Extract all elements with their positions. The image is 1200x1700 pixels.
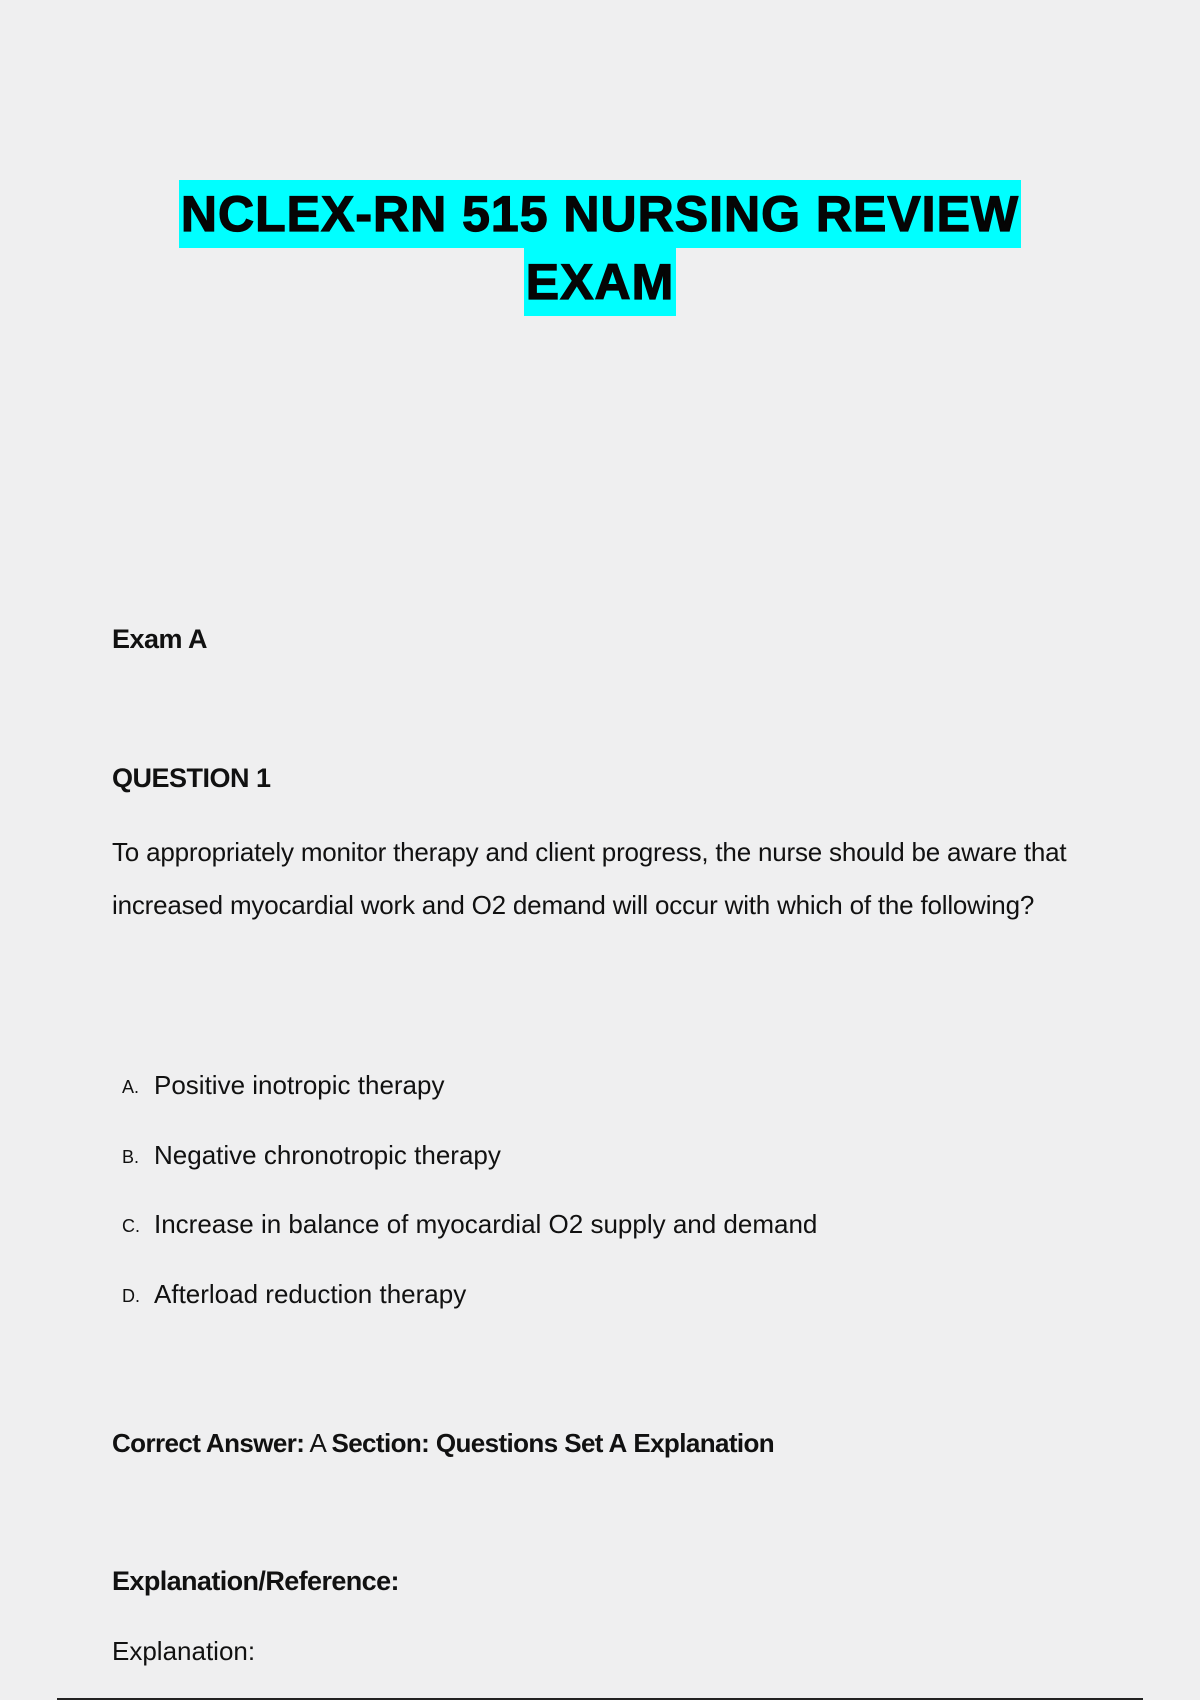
option-text: Positive inotropic therapy [154,1070,445,1100]
option-text: Increase in balance of myocardial O2 supply and demand [154,1209,818,1239]
question-label: QUESTION 1 [112,763,271,793]
option-c [122,1209,817,1279]
option-text: Negative chronotropic therapy [154,1139,501,1170]
option-d [122,1279,817,1349]
section-value: Questions Set A [435,1428,627,1458]
option-a [122,1070,817,1140]
section-label: Section: [331,1428,430,1458]
explanation-label: Explanation: [112,1636,256,1666]
title-line-2: EXAM [524,248,676,316]
option-letter: B. [122,1146,140,1167]
option-b [122,1140,817,1210]
explanation-reference-heading: Explanation/Reference: [112,1566,399,1596]
option-letter: D. [122,1285,140,1306]
correct-answer-value: A [309,1428,325,1458]
correct-answer-label: Correct Answer: [112,1428,305,1458]
exam-label: Exam A [112,624,208,654]
option-text: Afterload reduction therapy [154,1278,467,1309]
correct-answer-line [112,1428,774,1459]
document-title [0,180,1200,316]
option-letter: A. [122,1077,140,1097]
explanation-word: Explanation [633,1428,775,1458]
title-line-1: NCLEX-RN 515 NURSING REVIEW [179,180,1021,248]
question-text: To appropriately monitor therapy and client progress, the nurse should be aware that increased myocardial work and O2 demand will occur with which of the following? [112,837,1067,920]
answer-options [122,1070,817,1348]
option-letter: C. [122,1216,140,1236]
